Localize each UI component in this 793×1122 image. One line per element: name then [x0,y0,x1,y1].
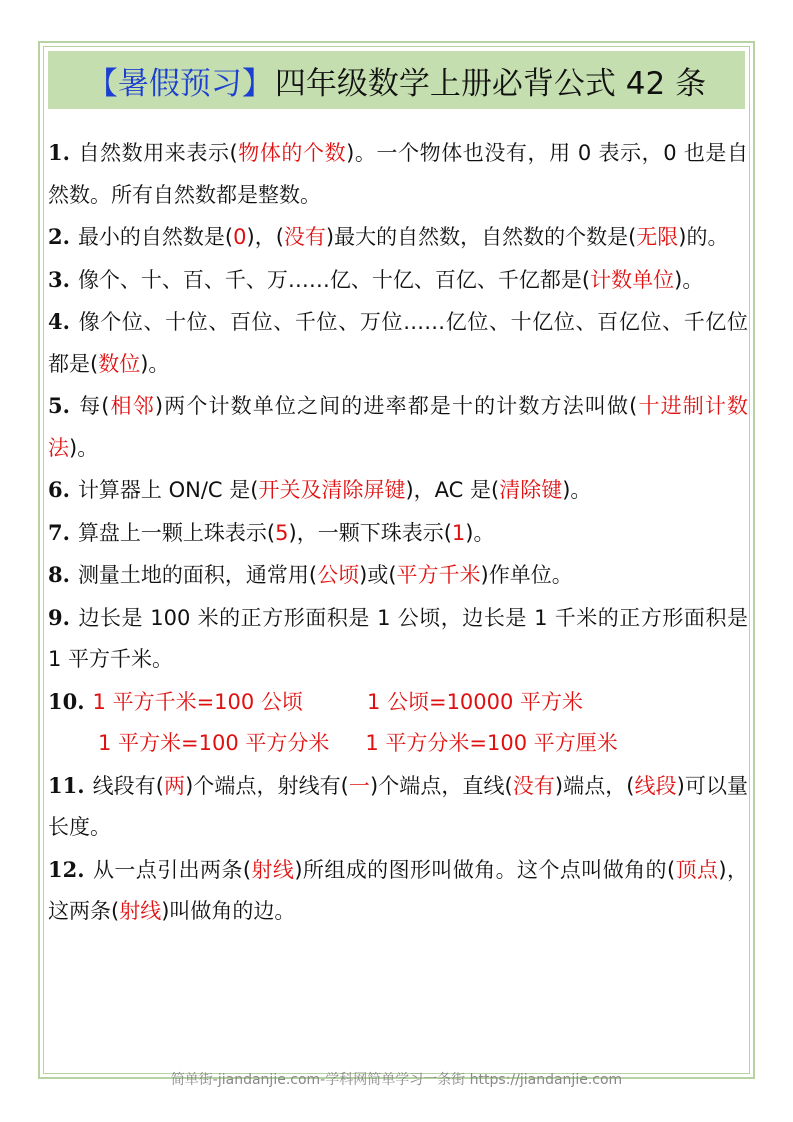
answer-text: 5 [275,520,289,545]
item-text: 线段有( [92,773,164,798]
item-text: )。一个物体也没有，用 0 表示，0 也是自然数。所有自然数都是整数。 [48,141,748,207]
item-text: )最大的自然数，自然数的个数是( [325,225,637,249]
answer-text: 没有 [283,225,326,249]
item-text: )，( [246,225,284,249]
items-block-2 [48,765,748,933]
item-11 [48,765,748,849]
item-text: )个端点，射线有( [185,773,349,798]
answer-text: 1 [451,520,466,545]
title-highlight: 【暑假预习】 [86,65,273,102]
item-text: )，AC 是( [405,478,500,502]
formula-line-2 [48,723,748,765]
formula-text: 1 平方千米=100 公顷 [92,689,303,714]
item-number: 9. [48,604,70,630]
answer-text: 开关及清除屏键 [258,478,406,502]
item-text: )叫做角的边。 [161,899,296,923]
answer-text: 一 [348,773,370,798]
item-2 [48,216,748,259]
item-7 [48,512,748,555]
answer-text: 数位 [98,351,141,376]
item-number: 5. [48,393,70,418]
item-text: 边长是 100 米的正方形面积是 1 公顷，边长是 1 千米的正方形面积是 1 平方千米。 [48,605,748,671]
answer-text: 平方千米 [396,563,481,587]
item-9 [48,597,748,681]
item-number: 10. [48,688,85,714]
item-number: 1. [48,140,70,165]
item-number: 3. [48,266,70,292]
formula-line-1 [48,681,748,724]
answer-text: 没有 [512,773,555,798]
item-number: 12. [48,856,85,882]
footer-watermark: 简单街-jiandanjie.com-学科网简单学习一条街 https://jiandanjie.com [170,1072,623,1088]
item-number: 11. [48,772,85,798]
answer-text: 射线 [119,899,162,923]
item-text: )，一颗下珠表示( [288,520,452,545]
item-12 [48,849,748,933]
answer-text: 射线 [251,857,295,882]
answer-text: 0 [233,225,247,249]
item-number: 4. [48,309,70,334]
formula-text: 1 公顷=10000 平方米 [366,689,584,714]
item-number: 2. [48,224,70,249]
item-number: 6. [48,477,70,502]
answer-text: 相邻 [109,394,155,418]
item-text: )或( [359,563,397,587]
item-1 [48,132,748,216]
item-8 [48,554,748,597]
item-5 [48,385,748,469]
item-text: 测量土地的面积，通常用( [77,563,318,587]
answer-text: 无限 [636,225,679,249]
item-text: 像个位、十位、百位、千位、万位……亿位、十亿位、百亿位、千亿位都是( [48,310,748,376]
item-text: )可以量长度。 [48,773,749,839]
item-text: )。 [69,435,99,460]
item-text: 像个、十、百、千、万……亿、十亿、百亿、千亿都是( [77,267,591,292]
item-text: 算盘上一颗上珠表示( [77,520,276,545]
item-text: 每( [77,394,110,418]
formula-text: 1 平方分米=100 平方厘米 [365,731,618,755]
item-text: )两个计数单位之间的进率都是十的计数方法叫做( [154,394,638,418]
item-text: )。 [562,478,592,502]
item-number: 7. [48,519,70,545]
page-title: 四年级数学上册必背公式 42 条 [274,65,707,102]
item-text: )端点，( [554,773,635,798]
answer-text: 十进制计数法 [48,394,749,460]
item-10 [48,681,748,765]
item-text: )，这两条( [48,857,749,923]
item-text: 自然数用来表示( [77,141,238,165]
answer-text: 物体的个数 [237,141,347,165]
formula-text: 1 平方米=100 平方分米 [98,731,330,755]
formula-list [48,132,748,933]
answer-text: 计数单位 [590,267,675,292]
items-block-1 [48,132,748,681]
answer-text: 顶点 [675,857,719,882]
item-text: 计算器上 ON/C 是( [77,478,259,502]
item-text: )。 [140,351,170,376]
item-text: 最小的自然数是( [77,225,234,249]
answer-text: 公顷 [317,563,360,587]
item-text: )的。 [678,225,729,249]
item-text: )作单位。 [480,563,573,587]
item-number: 8. [48,562,70,587]
item-text: )个端点，直线( [369,773,513,798]
answer-text: 两 [163,773,186,798]
item-text: 从一点引出两条( [92,857,252,882]
item-3 [48,259,748,302]
item-text: )所组成的图形叫做角。这个点叫做角的( [294,857,676,882]
item-text: )。 [465,520,495,545]
item-6 [48,469,748,512]
answer-text: 线段 [634,773,677,798]
item-4 [48,301,748,385]
answer-text: 清除键 [499,478,563,502]
item-text: )。 [674,267,704,292]
title-bar [48,51,745,109]
